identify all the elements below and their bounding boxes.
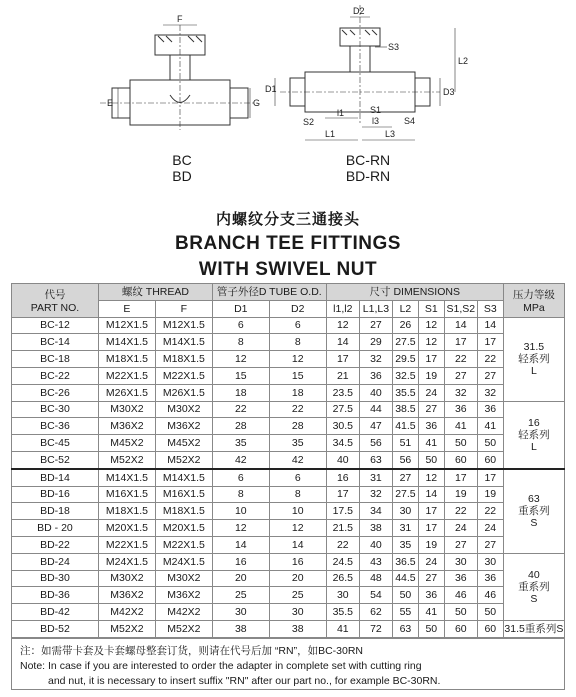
pressure-l: L [530,365,537,378]
table-cell: M24X1.5 [155,553,212,570]
table-row [12,503,565,520]
table-cell: 32 [444,384,477,401]
table-cell: 27 [418,401,444,418]
table-cell: 34 [359,503,392,520]
table-cell: 38.5 [392,401,418,418]
left-model-label [152,152,212,184]
left-fitting-drawing [100,14,260,130]
dim-label-s3: S3 [388,42,400,52]
header-pressure-cn: 压力等级 [512,288,555,301]
table-cell: 50 [477,435,503,452]
table-cell: 17 [326,486,359,503]
part-number-cell: BD-18 [12,503,99,520]
table-row [12,520,565,537]
table-cell: 60 [477,620,503,637]
table-cell: 44 [359,401,392,418]
table-cell: 41.5 [392,418,418,435]
table-cell: 6 [212,317,269,334]
part-number-cell: BC-52 [12,451,99,468]
table-cell: 6 [269,469,326,486]
header-col-8: S1,S2 [444,300,477,317]
table-cell: 21 [326,367,359,384]
table-cell: 27 [418,570,444,587]
table-cell: 30 [392,503,418,520]
table-cell: 24 [444,520,477,537]
part-number-cell: BD-36 [12,587,99,604]
table-cell: 19 [477,486,503,503]
table-cell: 27 [444,367,477,384]
table-cell: 15 [269,367,326,384]
table-cell: M14X1.5 [155,469,212,486]
pressure-cell: 31.5重系列S [503,620,564,637]
table-cell: 17 [444,469,477,486]
table-cell: 41 [418,435,444,452]
pressure-cn: 轻系列 [518,353,550,366]
model-bc: BC [172,152,192,168]
table-cell: 27 [359,317,392,334]
table-cell: 50 [418,451,444,468]
table-cell: 63 [392,620,418,637]
table-cell: 14 [477,317,503,334]
table-cell: 27.5 [326,401,359,418]
table-cell: 44.5 [392,570,418,587]
dim-label-l1: L1 [325,129,336,139]
table-cell: 36 [418,418,444,435]
table-cell: 41 [444,418,477,435]
table-cell: 14 [269,536,326,553]
table-cell: 27.5 [392,334,418,351]
table-cell: 56 [392,451,418,468]
pressure-cell [503,553,564,620]
dim-label-d3: D3 [443,87,455,97]
table-cell: M20X1.5 [98,520,155,537]
pressure-v: 63 [528,493,540,506]
dim-label-e: E [107,98,114,108]
table-cell: M52X2 [98,620,155,637]
table-cell: M20X1.5 [155,520,212,537]
table-cell: 12 [269,520,326,537]
table-cell: M26X1.5 [155,384,212,401]
table-cell: 60 [477,451,503,468]
table-cell: M36X2 [155,587,212,604]
table-cell: 40 [359,384,392,401]
pressure-v: 40 [528,568,540,581]
table-cell: 48 [359,570,392,587]
pressure-cell [503,401,564,469]
table-cell: 14 [418,486,444,503]
note-cn: 注：如需带卡套及卡套螺母整套订货，则请在代号后加 “RN”，如BC-30RN [20,645,364,657]
header-col-1: F [155,300,212,317]
table-cell: 27 [444,536,477,553]
table-cell: M22X1.5 [155,536,212,553]
header-col-6: L2 [392,300,418,317]
table-cell: 62 [359,604,392,621]
table-cell: 25 [269,587,326,604]
table-cell: M14X1.5 [155,334,212,351]
note-en-line2: and nut, it is necessary to insert suffix "RN" after our part no., for example BC-30RN. [48,675,441,687]
table-cell: 50 [392,587,418,604]
table-cell: 30 [326,587,359,604]
table-cell: M14X1.5 [98,334,155,351]
table-cell: 20 [212,570,269,587]
table-cell: 8 [269,486,326,503]
table-cell: 22 [477,503,503,520]
part-number-cell: BD-42 [12,604,99,621]
header-col-0: E [98,300,155,317]
table-row [12,334,565,351]
table-cell: 42 [212,451,269,468]
table-row [12,451,565,468]
table-cell: M52X2 [155,620,212,637]
dim-label-s1: S1 [370,105,382,115]
table-cell: 32 [359,351,392,368]
table-cell: 18 [212,384,269,401]
pressure-v: 31.5 [523,341,545,354]
dim-label-l2: L2 [458,56,469,66]
table-cell: 35.5 [392,384,418,401]
table-cell: 16 [212,553,269,570]
table-cell: 22 [444,503,477,520]
dim-label-l3-small: l3 [372,116,380,126]
part-number-cell: BD-30 [12,570,99,587]
table-row [12,620,565,637]
table-cell: 17 [477,469,503,486]
header-col-3: D2 [269,300,326,317]
note-en-line1: Note: In case if you are interested to order the adapter in complete set with cutting ring [20,660,422,672]
table-cell: 35 [392,536,418,553]
dim-label-d1: D1 [265,84,277,94]
table-cell: 34.5 [326,435,359,452]
table-cell: M36X2 [98,587,155,604]
table-cell: M45X2 [155,435,212,452]
table-cell: 35 [212,435,269,452]
table-cell: 14 [444,317,477,334]
table-cell: 17 [444,334,477,351]
table-cell: 25 [212,587,269,604]
part-number-cell: BC-18 [12,351,99,368]
table-cell: M52X2 [98,451,155,468]
part-number-cell: BC-26 [12,384,99,401]
table-cell: 36 [477,570,503,587]
table-cell: 36 [477,401,503,418]
title-cn: 内螺纹分支三通接头 [215,211,360,228]
table-cell: 24.5 [326,553,359,570]
table-cell: 29.5 [392,351,418,368]
table-row [12,384,565,401]
table-cell: 35 [269,435,326,452]
table-cell: 17.5 [326,503,359,520]
table-cell: 31 [392,520,418,537]
table-cell: M14X1.5 [98,469,155,486]
table-cell: M22X1.5 [155,367,212,384]
table-cell: M45X2 [98,435,155,452]
table-cell: 22 [212,401,269,418]
dim-label-l3: L3 [385,129,396,139]
table-cell: 8 [269,334,326,351]
part-number-cell: BD - 20 [12,520,99,537]
table-row [12,536,565,553]
part-number-cell: BD-24 [12,553,99,570]
table-cell: M18X1.5 [155,503,212,520]
pressure-l: S [530,592,538,605]
table-cell: M42X2 [98,604,155,621]
table-cell: 28 [269,418,326,435]
table-cell: 14 [212,536,269,553]
header-tube-od: 管子外径D TUBE O.D. [212,284,326,301]
table-cell: 32 [359,486,392,503]
table-cell: 38 [212,620,269,637]
pressure-cell [503,317,564,401]
table-cell: 19 [418,536,444,553]
title-block [0,200,576,281]
table-cell: 28 [212,418,269,435]
table-cell: 50 [477,604,503,621]
table-cell: 12 [418,469,444,486]
dim-label-s4: S4 [404,116,416,126]
spec-table [11,283,565,638]
table-cell: M12X1.5 [155,317,212,334]
table-row [12,435,565,452]
dim-label-l1-small: l1 [337,108,345,118]
table-cell: 36 [444,570,477,587]
table-cell: 38 [359,520,392,537]
table-cell: 22 [477,351,503,368]
table-cell: 36 [359,367,392,384]
table-cell: 24 [418,553,444,570]
table-cell: 17 [418,351,444,368]
header-part-no [12,284,99,318]
table-cell: 26 [392,317,418,334]
table-cell: M24X1.5 [98,553,155,570]
pressure-l: L [530,440,537,453]
table-cell: 36 [444,401,477,418]
table-cell: 15 [212,367,269,384]
right-model-label [338,152,398,184]
pressure-v: 16 [528,416,540,429]
pressure-cn: 重系列 [518,580,550,593]
table-cell: M12X1.5 [98,317,155,334]
table-cell: 41 [326,620,359,637]
table-cell: 27.5 [392,486,418,503]
part-number-cell: BD-14 [12,469,99,486]
table-cell: 17 [418,520,444,537]
table-cell: 10 [212,503,269,520]
table-cell: 54 [359,587,392,604]
table-cell: 21.5 [326,520,359,537]
part-number-cell: BD-22 [12,536,99,553]
table-row [12,587,565,604]
table-cell: 29 [359,334,392,351]
header-dimensions: 尺寸 DIMENSIONS [326,284,503,301]
pressure-cn: 重系列 [518,505,550,518]
header-col-9: S3 [477,300,503,317]
model-bd-rn: BD-RN [345,168,391,184]
dim-label-g: G [253,98,261,108]
table-row [12,486,565,503]
table-cell: 56 [359,435,392,452]
part-number-cell: BC-12 [12,317,99,334]
pressure-cn: 轻系列 [518,428,550,441]
table-cell: 22 [326,536,359,553]
model-bc-rn: BC-RN [345,152,391,168]
table-cell: 42 [269,451,326,468]
table-row [12,570,565,587]
table-cell: 17 [477,334,503,351]
table-cell: 32 [477,384,503,401]
table-cell: 72 [359,620,392,637]
table-cell: 22 [269,401,326,418]
table-row [12,418,565,435]
table-cell: 17 [418,503,444,520]
table-cell: 8 [212,486,269,503]
dim-label-d2: D2 [353,6,365,16]
table-cell: 30 [212,604,269,621]
table-cell: 24 [477,520,503,537]
table-cell: 23.5 [326,384,359,401]
table-cell: 12 [418,317,444,334]
table-cell: 50 [444,604,477,621]
header-pressure [503,284,564,318]
table-cell: 6 [269,317,326,334]
table-row [12,553,565,570]
table-cell: M18X1.5 [98,503,155,520]
table-cell: M18X1.5 [155,351,212,368]
table-cell: 20 [269,570,326,587]
table-cell: 43 [359,553,392,570]
title-en-line2: WITH SWIVEL NUT [198,259,378,280]
notes-box [11,638,565,690]
table-cell: 47 [359,418,392,435]
table-cell: M18X1.5 [98,351,155,368]
table-cell: M42X2 [155,604,212,621]
title-en-line1: BRANCH TEE FITTINGS [175,233,401,254]
table-cell: 55 [392,604,418,621]
header-pressure-unit: MPa [523,301,545,314]
table-cell: 40 [359,536,392,553]
table-cell: 40 [326,451,359,468]
table-cell: 16 [326,469,359,486]
right-fitting-drawing [265,5,468,140]
header-col-2: D1 [212,300,269,317]
table-cell: M36X2 [98,418,155,435]
table-cell: 27 [477,367,503,384]
table-cell: 14 [326,334,359,351]
table-cell: M16X1.5 [155,486,212,503]
table-cell: 35.5 [326,604,359,621]
table-cell: M52X2 [155,451,212,468]
table-cell: M30X2 [98,401,155,418]
pressure-cell [503,469,564,553]
table-cell: 30 [477,553,503,570]
table-cell: M22X1.5 [98,367,155,384]
table-cell: 6 [212,469,269,486]
table-cell: M16X1.5 [98,486,155,503]
table-cell: 12 [418,334,444,351]
header-col-5: L1,L3 [359,300,392,317]
dim-label-f: F [177,14,183,24]
technical-drawing [0,0,576,195]
table-cell: 32.5 [392,367,418,384]
part-number-cell: BC-14 [12,334,99,351]
table-cell: M30X2 [155,570,212,587]
part-number-cell: BC-30 [12,401,99,418]
dim-label-s2: S2 [303,117,315,127]
table-cell: 8 [212,334,269,351]
table-cell: M36X2 [155,418,212,435]
table-cell: 46 [444,587,477,604]
header-part-en: PART NO. [30,301,80,314]
table-row [12,401,565,418]
table-cell: 51 [392,435,418,452]
table-cell: 41 [477,418,503,435]
table-row [12,469,565,486]
table-cell: 60 [444,620,477,637]
table-cell: 63 [359,451,392,468]
table-cell: 24 [418,384,444,401]
table-cell: 26.5 [326,570,359,587]
table-cell: 12 [326,317,359,334]
table-cell: 46 [477,587,503,604]
table-cell: 31 [359,469,392,486]
table-cell: M30X2 [98,570,155,587]
table-cell: 19 [444,486,477,503]
table-cell: 18 [269,384,326,401]
table-cell: M30X2 [155,401,212,418]
table-cell: 36.5 [392,553,418,570]
part-number-cell: BD-52 [12,620,99,637]
header-col-7: S1 [418,300,444,317]
table-cell: 12 [212,520,269,537]
table-cell: 12 [212,351,269,368]
table-cell: 19 [418,367,444,384]
model-bd: BD [172,168,192,184]
header-col-4: l1,l2 [326,300,359,317]
pressure-l: S [530,517,538,530]
table-cell: 17 [326,351,359,368]
table-cell: 30 [444,553,477,570]
table-cell: 27 [477,536,503,553]
table-cell: 50 [418,620,444,637]
part-number-cell: BC-22 [12,367,99,384]
table-cell: 12 [269,351,326,368]
table-row [12,367,565,384]
table-cell: M26X1.5 [98,384,155,401]
table-cell: M22X1.5 [98,536,155,553]
table-cell: 30.5 [326,418,359,435]
table-cell: 60 [444,451,477,468]
header-part-cn: 代号 [44,288,66,301]
table-cell: 50 [444,435,477,452]
table-row [12,317,565,334]
table-row [12,604,565,621]
table-cell: 41 [418,604,444,621]
table-cell: 10 [269,503,326,520]
part-number-cell: BC-45 [12,435,99,452]
table-cell: 30 [269,604,326,621]
table-cell: 27 [392,469,418,486]
header-thread: 螺纹 THREAD [98,284,212,301]
part-number-cell: BC-36 [12,418,99,435]
table-cell: 36 [418,587,444,604]
table-cell: 16 [269,553,326,570]
table-cell: 22 [444,351,477,368]
table-row [12,351,565,368]
table-cell: 38 [269,620,326,637]
part-number-cell: BD-16 [12,486,99,503]
